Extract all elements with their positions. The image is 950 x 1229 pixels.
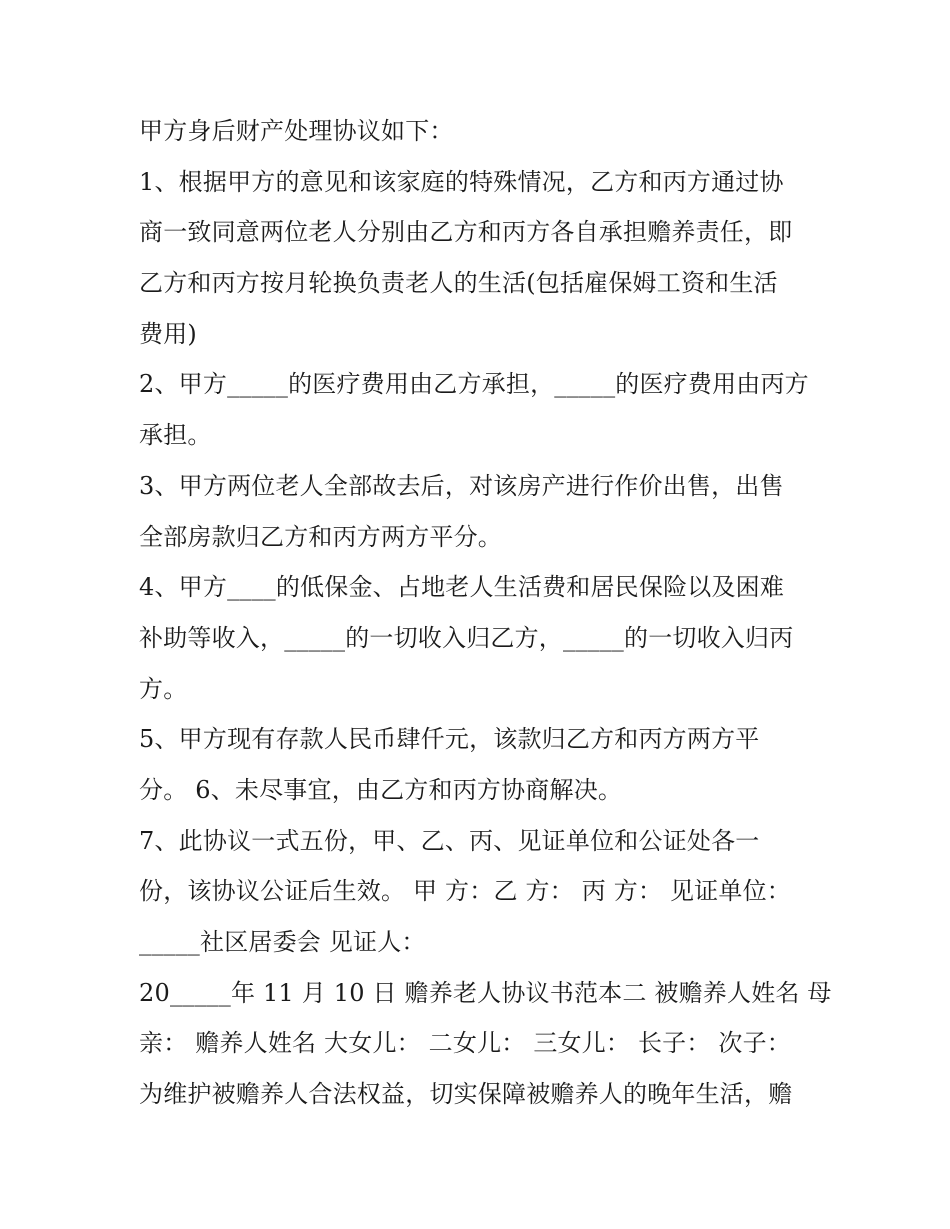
- text-line: 7、此协议一式五份，甲、乙、丙、见证单位和公证处各一: [139, 826, 760, 855]
- text-line: 份，该协议公证后生效。 甲 方：乙 方： 丙 方： 见证单位：: [139, 877, 791, 906]
- text-line: 1、根据甲方的意见和该家庭的特殊情况，乙方和丙方通过协: [139, 167, 784, 196]
- text-line: 乙方和丙方按月轮换负责老人的生活(包括雇保姆工资和生活: [139, 269, 778, 298]
- text-line: 分。 6、未尽事宜，由乙方和丙方协商解决。: [139, 775, 623, 804]
- text-line: 甲方身后财产处理协议如下：: [139, 117, 454, 145]
- text-line: 补助等收入，_____的一切收入归乙方，_____的一切收入归丙: [139, 623, 794, 652]
- text-line: 20_____年 11 月 10 日 赡养老人协议书范本二 被赡养人姓名 母: [139, 978, 832, 1007]
- text-line: 2、甲方_____的医疗费用由乙方承担，_____的医疗费用由丙方: [139, 370, 809, 399]
- text-line: 费用): [139, 319, 197, 348]
- text-line: 全部房款归乙方和丙方两方平分。: [139, 522, 502, 551]
- text-line: 亲： 赡养人姓名 大女儿： 二女儿： 三女儿： 长子： 次子：: [139, 1029, 791, 1058]
- text-line: 5、甲方现有存款人民币肆仟元，该款归乙方和丙方两方平: [139, 725, 760, 754]
- text-line: 承担。: [139, 421, 212, 450]
- text-line: 为维护被赡养人合法权益，切实保障被赡养人的晚年生活，赡: [139, 1080, 793, 1109]
- text-line: 商一致同意两位老人分别由乙方和丙方各自承担赡养责任，即: [139, 218, 793, 247]
- text-line: 方。: [139, 674, 188, 703]
- text-line: _____社区居委会 见证人：: [139, 928, 426, 956]
- text-line: 3、甲方两位老人全部故去后，对该房产进行作价出售，出售: [139, 471, 784, 500]
- text-line: 4、甲方____的低保金、占地老人生活费和居民保险以及困难: [139, 573, 785, 602]
- document-body: [139, 106, 832, 1120]
